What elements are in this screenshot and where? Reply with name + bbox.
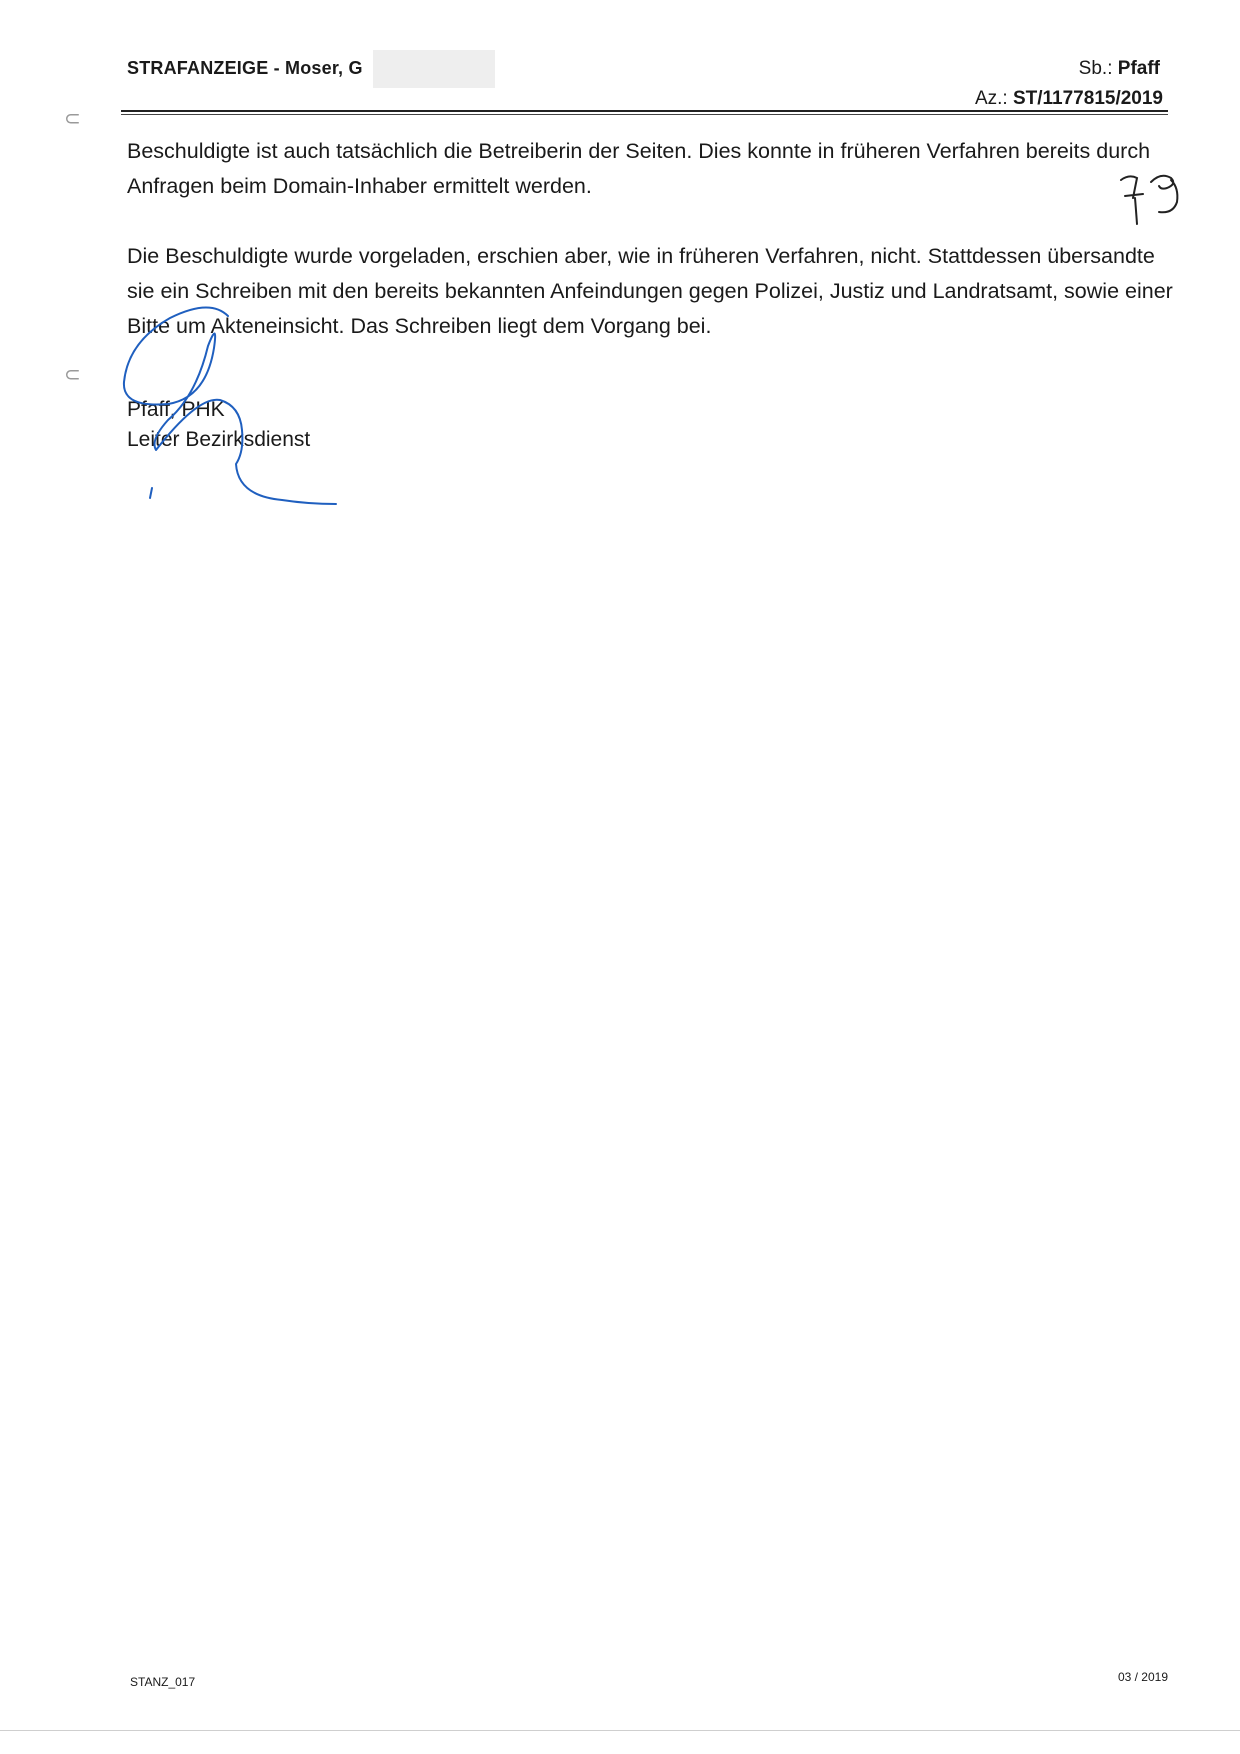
file-reference-label: Az.: [974, 88, 1008, 109]
body-paragraph-1 [127, 134, 1187, 204]
form-version: 03 / 2019 [1117, 1670, 1168, 1684]
paragraph-text: Die Beschuldigte wurde vorgeladen, erschien aber, wie in früheren Verfahren, nicht. Stattdessen übersandte sie ein Schreiben mit den bereits bekannten Anfeindungen gegen Polizei, Justiz und Landratsamt, sowie einer Bitte um Akteneinsicht. Das Schreiben liegt dem Vorgang bei. [127, 244, 1173, 338]
header-separator: - [268, 58, 286, 78]
document-header-title [127, 58, 363, 79]
case-officer-value: Pfaff [1117, 58, 1160, 79]
punch-hole-mark: ⊂ [64, 106, 81, 130]
signatory-name: Pfaff, PHK [127, 398, 225, 421]
punch-hole-mark: ⊂ [64, 362, 81, 386]
file-reference-line [975, 88, 1163, 110]
file-reference-value: ST/1177815/2019 [1012, 88, 1163, 109]
signatory-role: Leiter Bezirksdienst [127, 428, 311, 451]
document-type: STRAFANZEIGE [127, 58, 269, 78]
case-officer-label: Sb.: [1078, 58, 1113, 79]
form-code: STANZ_017 [130, 1675, 196, 1689]
accused-name: Moser, G [285, 58, 363, 78]
header-divider-secondary [121, 114, 1168, 115]
page-bottom-edge [0, 1730, 1240, 1731]
case-officer-line [1079, 58, 1160, 80]
redaction-box [373, 50, 495, 88]
handwritten-signature [110, 300, 350, 515]
paragraph-text: Beschuldigte ist auch tatsächlich die Betreiberin der Seiten. Dies konnte in früheren Verfahren bereits durch Anfragen beim Domain-Inhaber ermittelt werden. [127, 139, 1151, 198]
header-divider [121, 110, 1168, 112]
